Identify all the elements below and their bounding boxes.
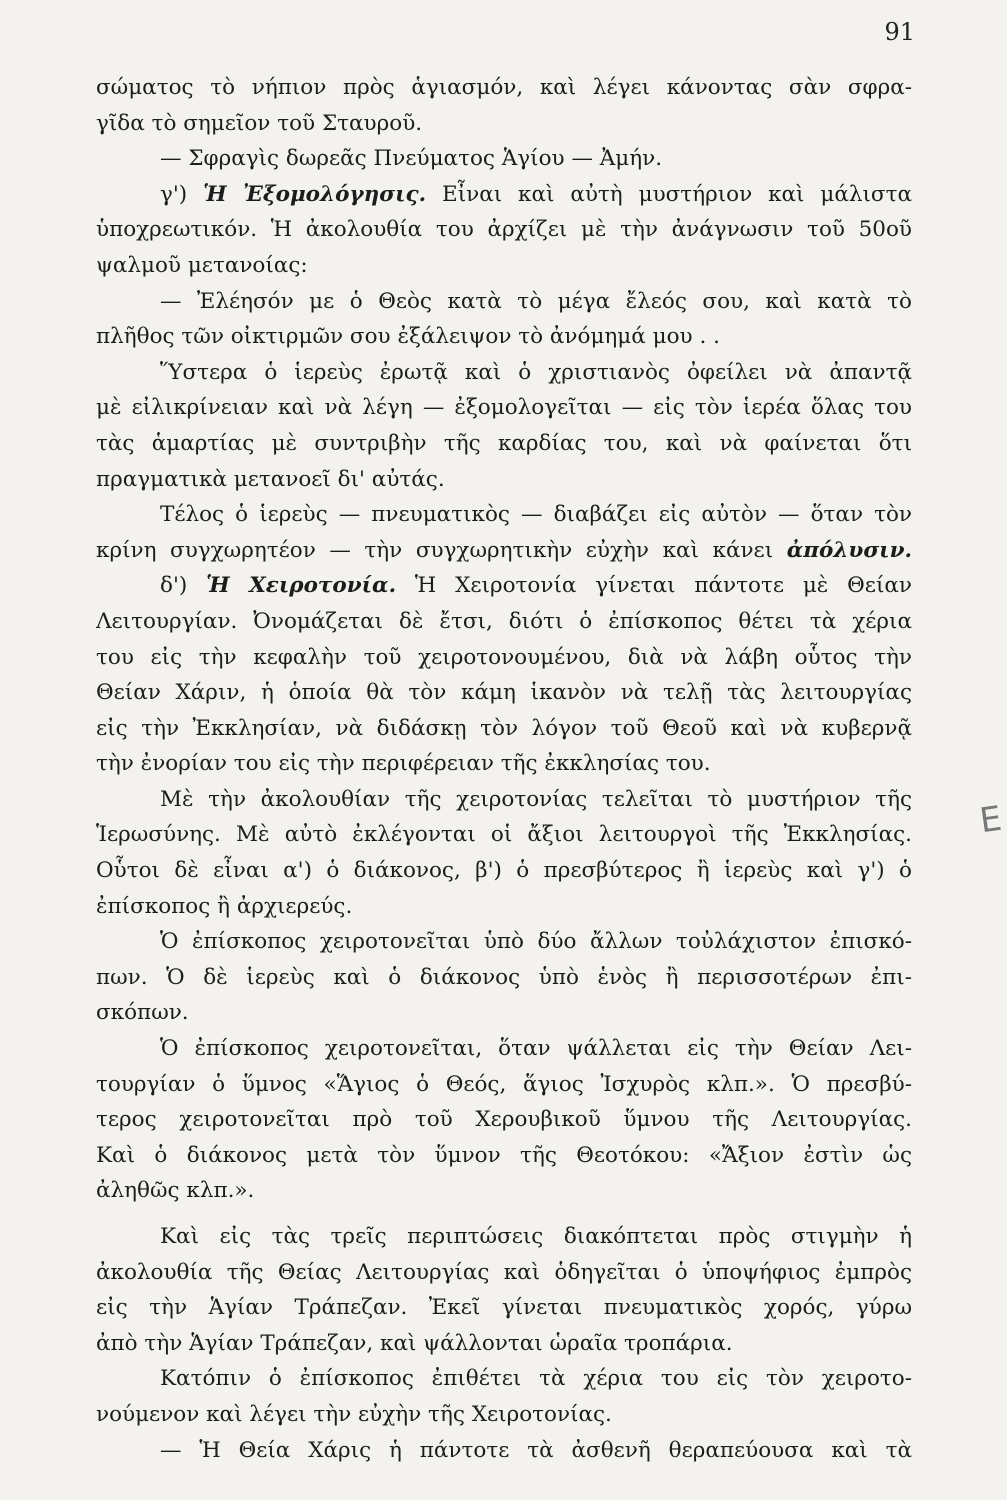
text-line: του εἰς τὴν κεφαλὴν τοῦ χειροτονουμένου, διὰ νὰ λάβη οὗτος τὴν xyxy=(96,644,912,670)
text-line: μὲ εἰλικρίνειαν καὶ νὰ λέγη — ἐξομολογεῖται — εἰς τὸν ἱερέα ὅλας του xyxy=(96,395,912,421)
text-line: ἐπίσκοπος ἢ ἀρχιερεύς. xyxy=(96,893,353,919)
text-line: — Ἡ Θεία Χάρις ἡ πάντοτε τὰ ἀσθενῆ θεραπεύουσα καὶ τὰ xyxy=(160,1437,912,1463)
text-line: Καὶ ὁ διάκονος μετὰ τὸν ὕμνον τῆς Θεοτόκου: «Ἄξιον ἐστὶν ὡς xyxy=(96,1142,912,1168)
section-d-marker: δ') xyxy=(160,573,188,599)
text-line: Κατόπιν ὁ ἐπίσκοπος ἐπιθέτει τὰ χέρια του εἰς τὸν χειροτο- xyxy=(160,1366,912,1392)
text-line: Ὕστερα ὁ ἱερεὺς ἐρωτᾷ καὶ ὁ χριστιανὸς ὀφείλει νὰ ἀπαντᾷ xyxy=(160,359,912,385)
text-line: τὴν ἐνορίαν του εἰς τὴν περιφέρειαν τῆς ἐκκλησίας του. xyxy=(96,751,711,777)
absolution-line xyxy=(96,533,912,569)
section-d-heading: Ἡ Χειροτονία. xyxy=(206,573,397,599)
text-line: ἀληθῶς κλπ.». xyxy=(96,1178,255,1204)
text-line: ἀκολουθία τῆς Θείας Λειτουργίας καὶ ὁδηγεῖται ὁ ὑποψήφιος ἐμπρὸς xyxy=(96,1259,912,1285)
section-c-heading: Ἡ Ἐξομολόγησις. xyxy=(203,181,427,207)
text-line: Εἶναι καὶ αὐτὴ μυστήριον καὶ μάλιστα xyxy=(442,181,912,207)
text-line: Ὁ ἐπίσκοπος χειροτονεῖται ὑπὸ δύο ἄλλων τοὐλάχιστον ἐπισκό- xyxy=(160,929,912,955)
text-line: νούμενον καὶ λέγει τὴν εὐχὴν τῆς Χειροτονίας. xyxy=(96,1401,612,1427)
text-line: κρίνη συγχωρητέον — τὴν συγχωρητικὴν εὐχὴν καὶ κάνει xyxy=(96,537,774,563)
text-line: Ἡ Χειροτονία γίνεται πάντοτε μὲ Θείαν xyxy=(414,573,912,599)
text-line: Οὗτοι δὲ εἶναι α') ὁ διάκονος, β') ὁ πρεσβύτερος ἢ ἱερεὺς καὶ γ') ὁ xyxy=(96,858,912,884)
text-line: Λειτουργίαν. Ὀνομάζεται δὲ ἔτσι, διότι ὁ ἐπίσκοπος θέτει τὰ χέρια xyxy=(96,608,912,634)
text-line: ψαλμοῦ μετανοίας: xyxy=(96,252,308,278)
text-line: τερος χειροτονεῖται πρὸ τοῦ Χερουβικοῦ ὕμνου τῆς Λειτουργίας. xyxy=(96,1107,912,1133)
text-line: εἰς τὴν Ἐκκλησίαν, νὰ διδάσκῃ τὸν λόγον τοῦ Θεοῦ καὶ νὰ κυβερνᾷ xyxy=(96,715,912,741)
text-line: Καὶ εἰς τὰς τρεῖς περιπτώσεις διακόπτεται πρὸς στιγμὴν ἡ xyxy=(160,1224,912,1249)
text-line: σκόπων. xyxy=(96,1000,189,1026)
text-line: Μὲ τὴν ἀκολουθίαν τῆς χειροτονίας τελεῖται τὸ μυστήριον τῆς xyxy=(160,786,912,812)
text-line: πραγματικὰ μετανοεῖ δι' αὐτάς. xyxy=(96,466,445,492)
text-line: Ὁ ἐπίσκοπος χειροτονεῖται, ὅταν ψάλλεται εἰς τὴν Θείαν Λει- xyxy=(160,1036,912,1062)
text-line: τὰς ἁμαρτίας μὲ συντριβὴν τῆς καρδίας του, καὶ νὰ φαίνεται ὅτι xyxy=(96,430,912,456)
margin-pencil-mark: E xyxy=(976,798,1004,842)
section-d-line xyxy=(96,568,912,604)
text-line: — Ἐλέησόν με ὁ Θεὸς κατὰ τὸ μέγα ἔλεός σου, καὶ κατὰ τὸ xyxy=(160,288,912,314)
section-c-marker: γ') xyxy=(160,181,188,207)
text-line: πων. Ὁ δὲ ἱερεὺς καὶ ὁ διάκονος ὑπὸ ἑνὸς ἢ περισσοτέρων ἐπι- xyxy=(96,964,912,990)
text-line: πλῆθος τῶν οἰκτιρμῶν σου ἐξάλειψον τὸ ἀνόμημά μου . . xyxy=(96,324,720,350)
page-body xyxy=(96,70,912,1468)
text-line: — Σφραγὶς δωρεᾶς Πνεύματος Ἁγίου — Ἀμήν. xyxy=(160,146,663,172)
text-line: Θείαν Χάριν, ἡ ὁποία θὰ τὸν κάμη ἱκανὸν νὰ τελῇ τὰς λειτουργίας xyxy=(96,680,912,706)
absolution-word: ἀπόλυσιν. xyxy=(786,537,912,563)
section-c-line xyxy=(96,177,912,213)
text-line: ἀπὸ τὴν Ἁγίαν Τράπεζαν, καὶ ψάλλονται ὡραῖα τροπάρια. xyxy=(96,1330,733,1356)
text-line: Τέλος ὁ ἱερεὺς — πνευματικὸς — διαβάζει εἰς αὐτὸν — ὅταν τὸν xyxy=(160,502,912,528)
text-line: τουργίαν ὁ ὕμνος «Ἅγιος ὁ Θεός, ἅγιος Ἰσχυρὸς κλπ.». Ὁ πρεσβύ- xyxy=(96,1071,912,1097)
text-line: Ἱερωσύνης. Μὲ αὐτὸ ἐκλέγονται οἱ ἄξιοι λειτουργοὶ τῆς Ἐκκλησίας. xyxy=(96,822,912,848)
text-line: εἰς τὴν Ἁγίαν Τράπεζαν. Ἐκεῖ γίνεται πνευματικὸς χορός, γύρω xyxy=(96,1295,912,1321)
text-line: ὑποχρεωτικόν. Ἡ ἀκολουθία του ἀρχίζει μὲ τὴν ἀνάγνωσιν τοῦ 50οῦ xyxy=(96,217,912,243)
text-line: σώματος τὸ νήπιον πρὸς ἁγιασμόν, καὶ λέγει κάνοντας σὰν σφρα- xyxy=(96,75,912,100)
text-line: γῖδα τὸ σημεῖον τοῦ Σταυροῦ. xyxy=(96,110,423,136)
page-number: 91 xyxy=(884,18,915,46)
